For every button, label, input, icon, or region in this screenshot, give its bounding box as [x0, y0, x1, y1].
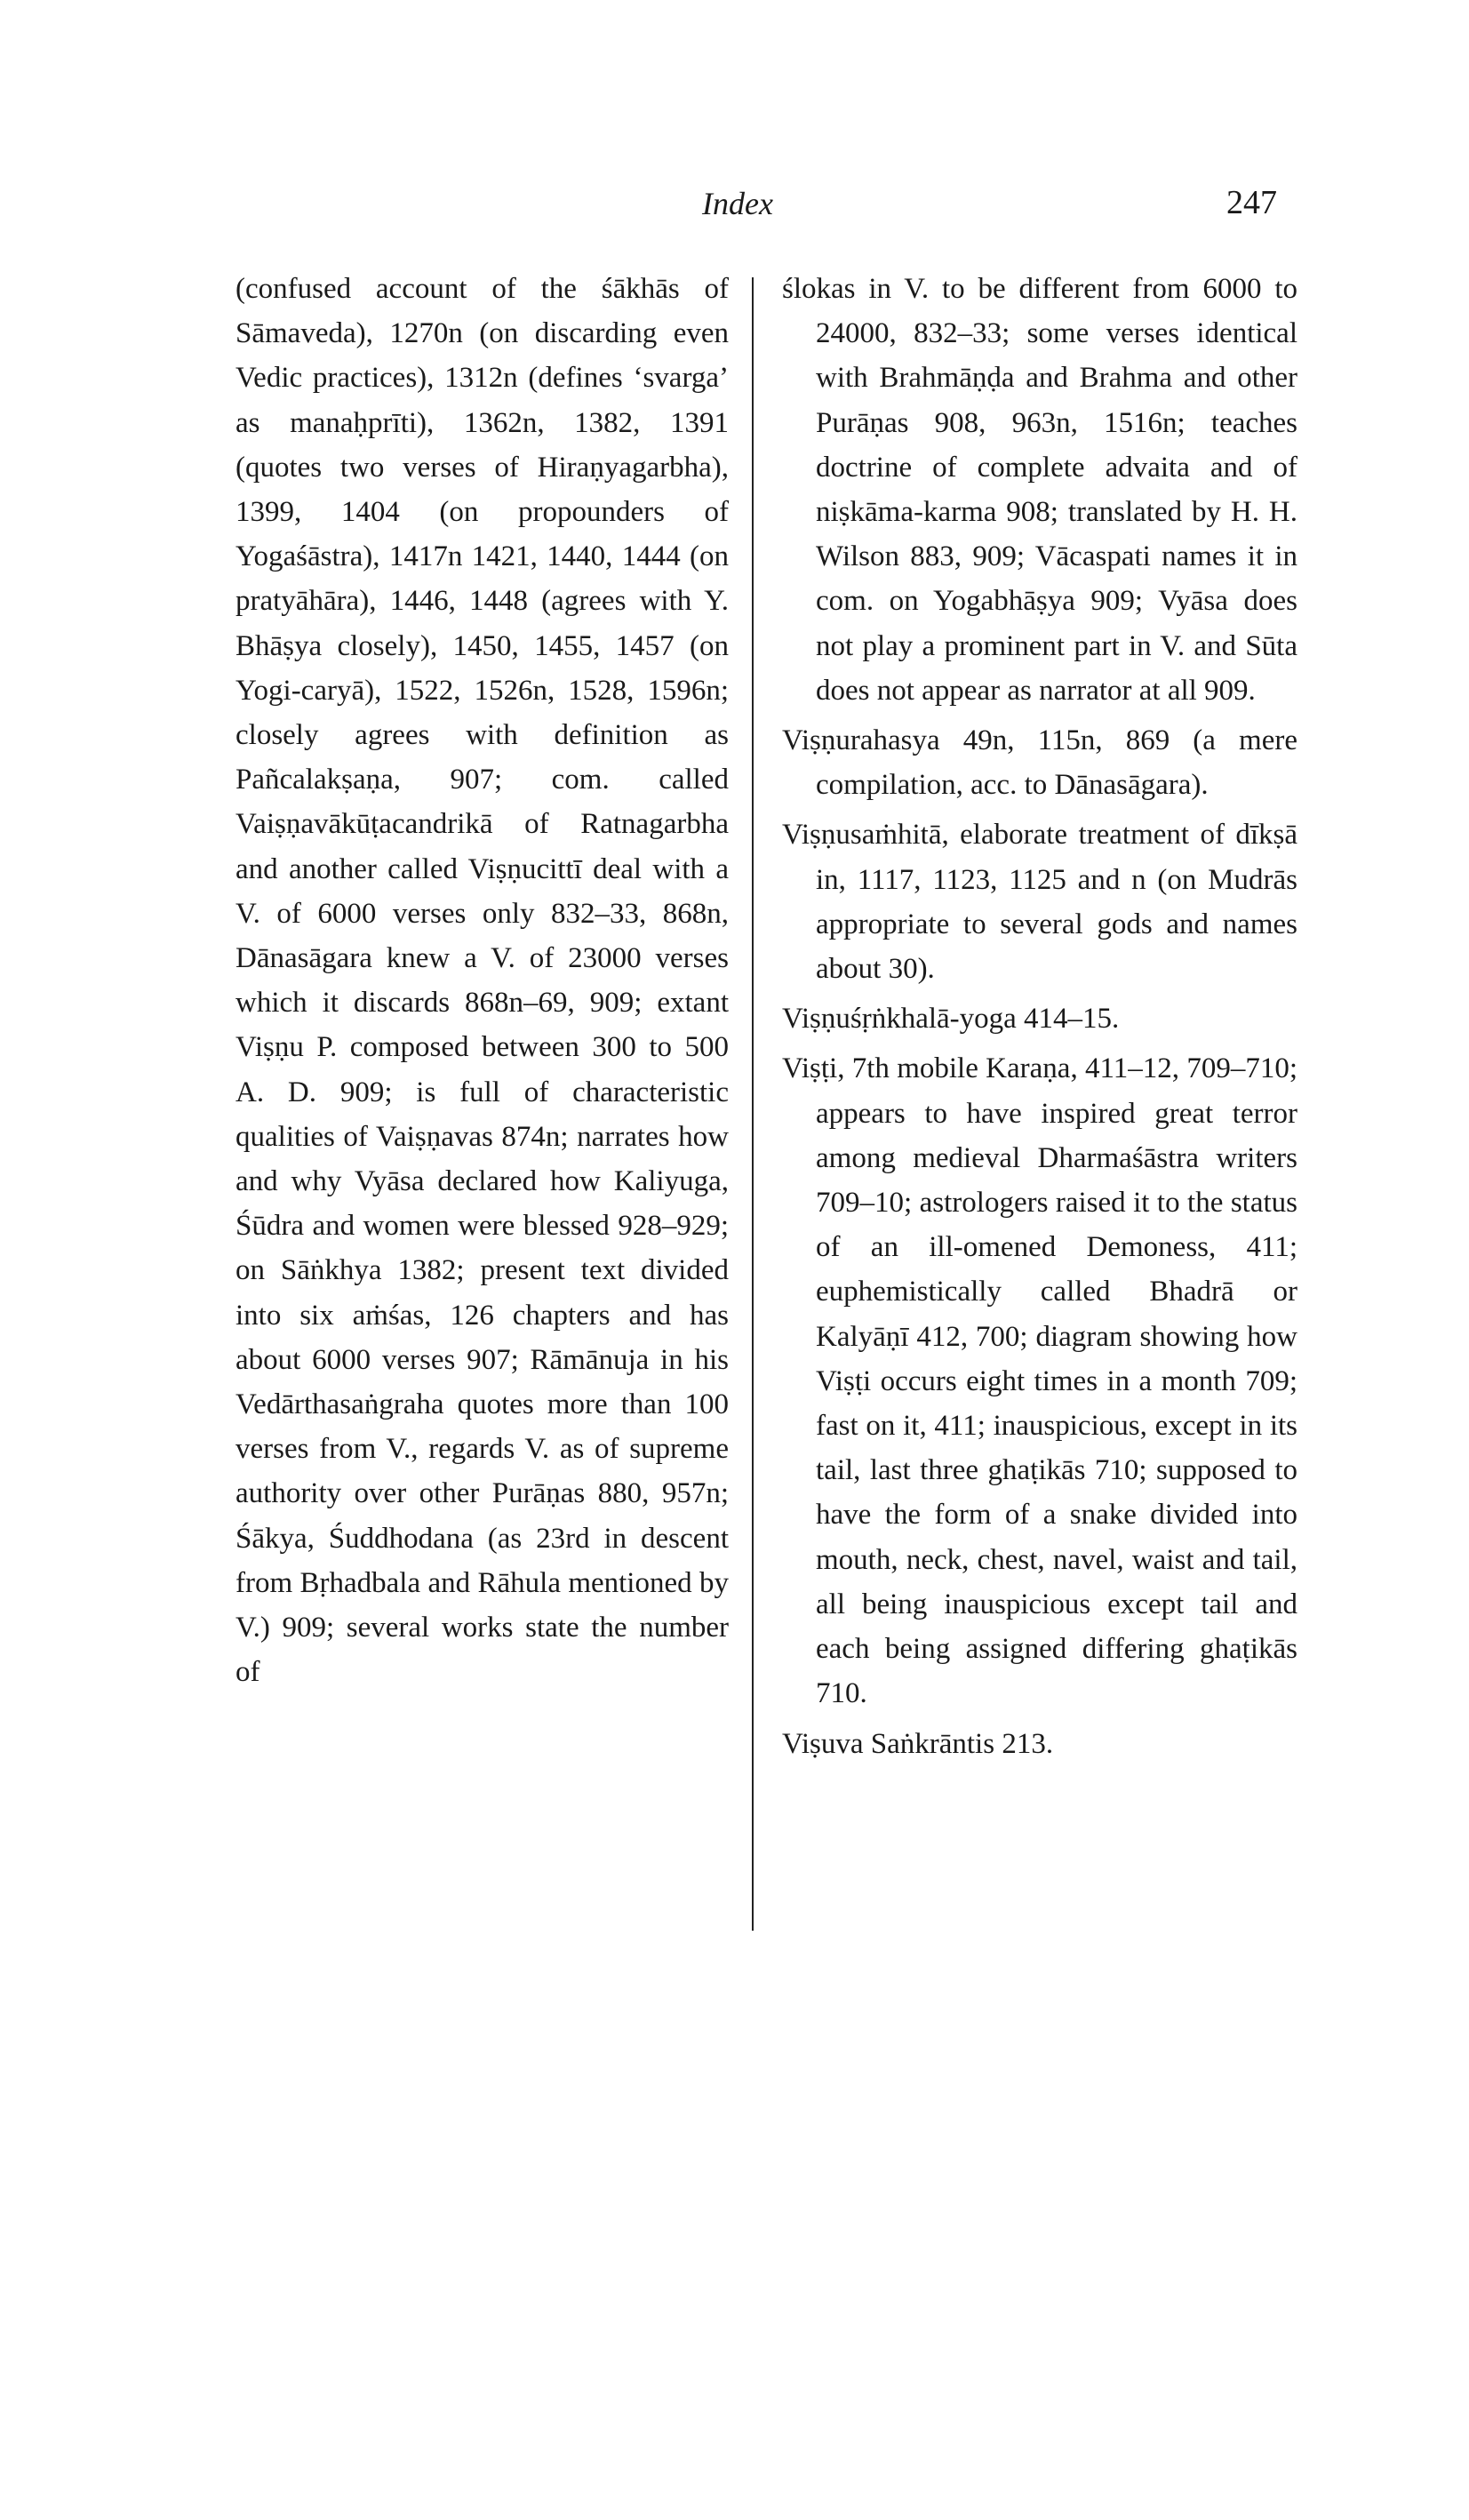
- running-header-title: Index: [702, 186, 773, 221]
- left-column: [236, 267, 729, 1695]
- index-entry-visnusamhita: Viṣṇusaṁhitā, elaborate treatment of dīkṣā in, 1117, 1123, 1125 and n (on Mudrās appropriate to several gods and names about 30).: [782, 819, 1297, 986]
- index-entry-visnusrnkhala-yoga: Viṣṇuśṛṅkhalā-yoga 414–15.: [782, 1003, 1120, 1036]
- right-column: [782, 267, 1297, 1766]
- index-entry-visnurahasya: Viṣṇurahasya 49n, 115n, 869 (a mere compilation, acc. to Dānasāgara).: [782, 724, 1297, 802]
- column-divider: [752, 277, 754, 1931]
- left-column-text: (confused account of the śākhās of Sāmaveda), 1270n (on discarding even Vedic practices), 1312n (defines ‘svarga’ as manaḥprīti), 1362n, 1382, 1391 (quotes two verses of Hiraṇyagarbha), 1399, 1404 (on propounders of Yogaśāstra), 1417n 1421, 1440, 1444 (on pratyāhāra), 1446, 1448 (agrees with Y. Bhāṣya closely), 1450, 1455, 1457 (on Yogi-caryā), 1522, 1526n, 1528, 1596n; closely agrees with definition as Pañcalakṣaṇa, 907; com. called Vaiṣṇavākūṭacandrikā of Ratnagarbha and another called Viṣṇucittī deal with a V. of 6000 verses only 832–33, 868n, Dānasāgara knew a V. of 23000 verses which it discards 868n–69, 909; extant Viṣṇu P. composed between 300 to 500 A. D. 909; is full of characteristic qualities of Vaiṣṇavas 874n; narrates how and why Vyāsa declared how Kaliyuga, Śūdra and women were blessed 928–929; on Sāṅkhya 1382; present text divided into six aṁśas, 126 chapters and has about 6000 verses 907; Rāmānuja in his Vedārthasaṅgraha quotes more than 100 verses from V., regards V. as of supreme authority over other Purāṇas 880, 957n; Śākya, Śuddhodana (as 23rd in descent from Bṛhadbala and Rāhula mentioned by V.) 909; several works state the number of: [236, 273, 729, 1689]
- index-entry-visti: Viṣṭi, 7th mobile Karaṇa, 411–12, 709–710; appears to have inspired great terror among medieval Dharmaśāstra writers 709–10; astrologers raised it to the status of an ill-omened Demoness, 411; euphemistically called Bhadrā or Kalyāṇī 412, 700; diagram showing how Viṣṭi occurs eight times in a month 709; fast on it, 411; inauspicious, except in its tail, last three ghaṭikās 710; supposed to have the form of a snake divided into mouth, neck, chest, navel, waist and tail, all being inauspicious except tail and each being assigned differing ghaṭikās 710.: [782, 1052, 1297, 1710]
- page-number: 247: [1226, 184, 1277, 221]
- index-entry-visuva-sankrantis: Viṣuva Saṅkrāntis 213.: [782, 1727, 1054, 1760]
- continued-entry-text: ślokas in V. to be different from 6000 to 24000, 832–33; some verses identical with Brahmāṇḍa and Brahma and other Purāṇas 908, 963n, 1516n; teaches doctrine of complete advaita and of niṣkāma-karma 908; translated by H. H. Wilson 883, 909; Vācaspati names it in com. on Yogabhāṣya 909; Vyāsa does not play a prominent part in V. and Sūta does not appear as narrator at all 909.: [782, 273, 1297, 707]
